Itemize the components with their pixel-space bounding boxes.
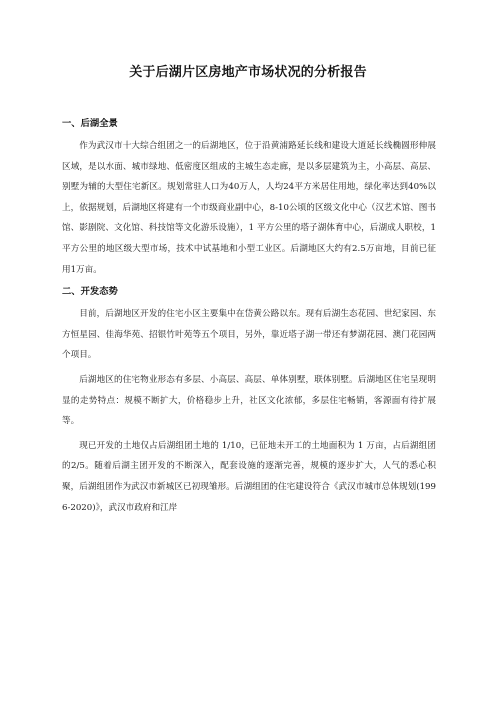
section-heading: 一、后湖全景 [62,118,118,129]
document-title: 关于后湖片区房地产市场状况的分析报告 [129,65,367,80]
section-heading: 二、开发态势 [62,286,118,298]
paragraph: 作为武汉市十大综合组团之一的后湖地区，位于沿黄浦路延长线和建设大道延长线椭圆形伸展区域，是以水面、城市绿地、低密度区组成的主城生态走廊，是以多层建筑为主，小高层、高层、别墅为辅的大型住宅新区。规划常驻人口为40万人，人均24平方米居住用地，绿化率达到40%以上，依据规划，后湖地区将建有一个市级商业副中心，8-10公顷的区级文化中心（汉艺术馆、图书馆、影剧院、文化馆、科技馆等文化游乐设施），1 平方公里的塔子湖体育中心，后湖成人职校，1平方公里的地区级大型市场，技术中试基地和小型工业区。后湖地区大约有2.5万亩地，目前已征用1万亩。 [62,141,436,275]
paragraph: 后湖地区的住宅物业形态有多层、小高层、高层、单体别墅，联体别墅。后湖地区住宅呈现明显的走势特点：规模不断扩大，价格稳步上升，社区文化浓郁，多层住宅畅销，客源面有待扩展等。 [62,374,436,427]
section-development [62,284,436,518]
paragraph: 现已开发的土地仅占后湖组团土地的 1/10，已征地未开工的土地面积为 1 万亩，占后湖组团的2/5。随着后湖主团开发的不断深入，配套设施的逐渐完善，规模的逐步扩大，人气的悉心积聚，后湖组团作为武汉市新城区已初现雏形。后湖组团的住宅建设符合《武汉市城市总体规划(1996-2020)》，武汉市政府和江岸 [62,440,436,513]
document-body [62,116,436,522]
paragraph: 目前，后湖地区开发的住宅小区主要集中在岱黄公路以东。现有后湖生态花园、世纪家园、东方恒星园、佳海华苑、招银竹叶苑等五个项目，另外，靠近塔子湖一带还有梦湖花园、澳门花园两个项目。 [62,309,436,361]
section-overview [62,116,436,280]
